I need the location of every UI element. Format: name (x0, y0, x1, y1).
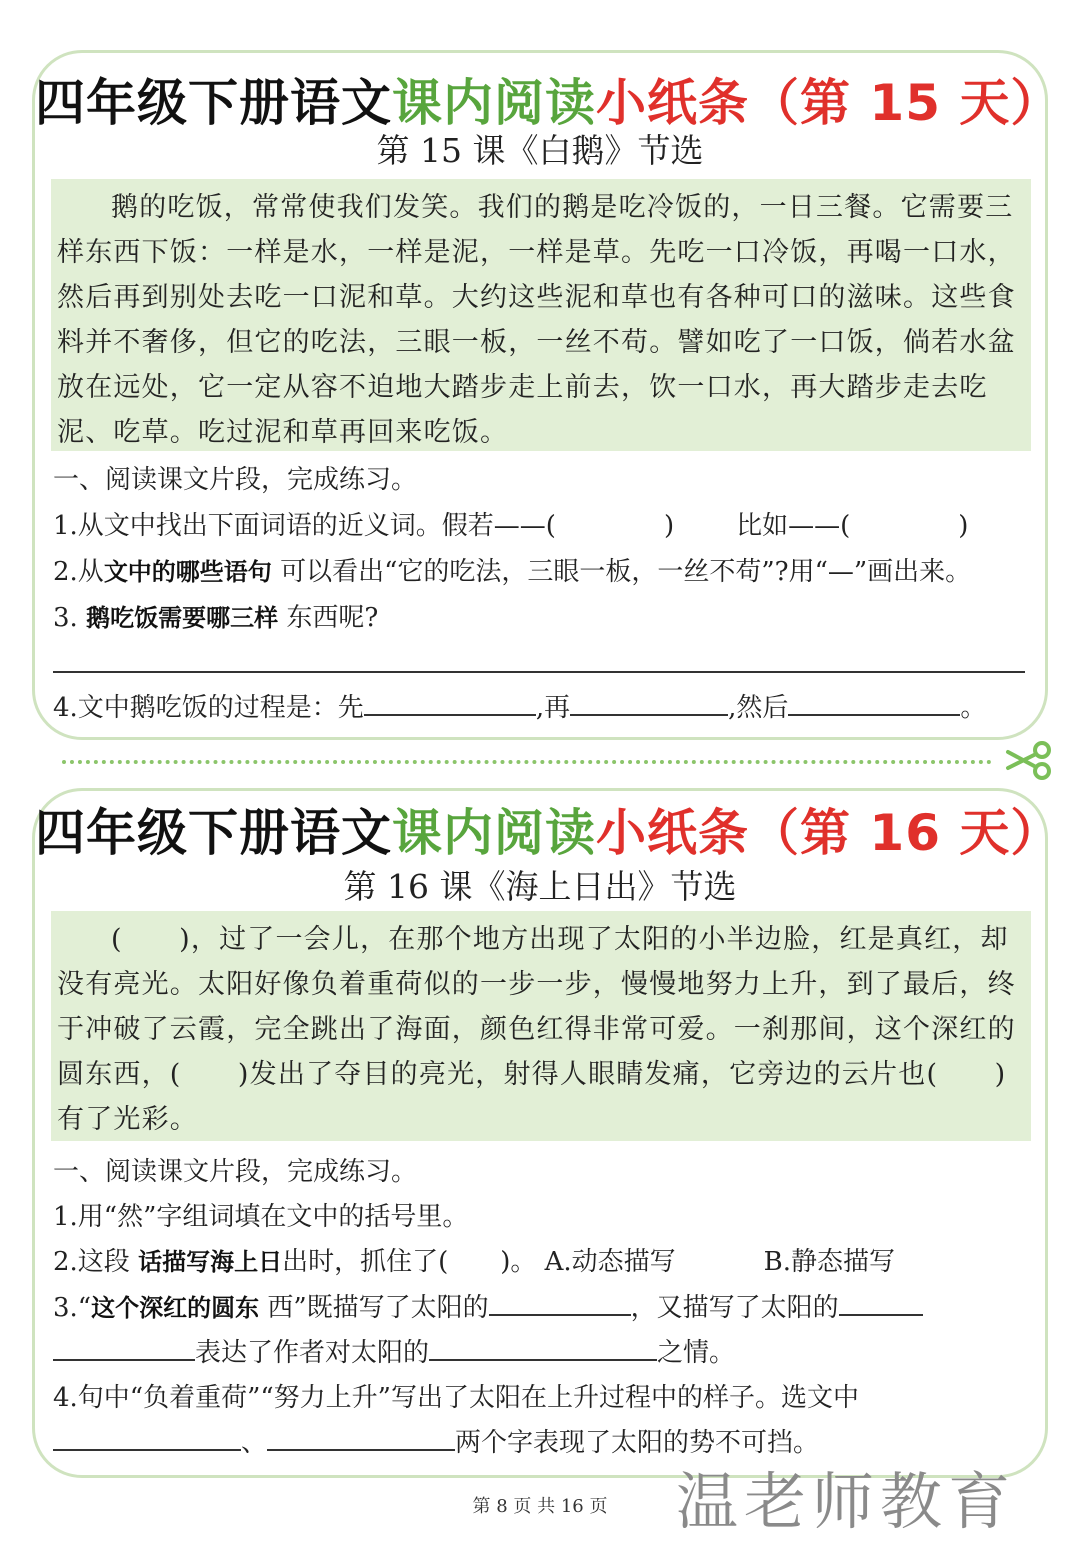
day15-q2-text-b: 可以看出“它的吃法，三眼一板，一丝不苟”?用“—”画出来。 (280, 557, 972, 587)
day15-question-1 (53, 505, 1033, 542)
day15-q4-blank-1[interactable] (364, 688, 536, 716)
day15-question-2 (53, 551, 1033, 588)
day15-card (32, 50, 1062, 740)
day16-q3-text-a: 3.“ (53, 1293, 92, 1323)
day15-section-heading: 一、阅读课文片段，完成练习。 (53, 465, 418, 495)
day16-q4-blank-2[interactable] (267, 1423, 455, 1451)
day16-question-1: 1.用“然”字组词填在文中的括号里。 (53, 1202, 469, 1232)
day16-question-4-line1: 4.句中“负着重荷”“努力上升”写出了太阳在上升过程中的样子。选文中 (53, 1383, 859, 1413)
day16-passage: ( )，过了一会儿，在那个地方出现了太阳的小半边脸，红是真红，却没有亮光。太阳好像负着重荷似的一步一步，慢慢地努力上升，到了最后，终于冲破了云霞，完全跳出了海面，颜色红得非常可爱。一刹那间，这个深红的圆东西，( )发出了夺目的亮光，射得人眼睛发痛，它旁边的云片也( )有了光彩。 (51, 911, 1031, 1141)
day15-q4-blank-3[interactable] (788, 688, 960, 716)
day15-question-4 (53, 687, 1033, 724)
day16-question-3-line1 (53, 1287, 1033, 1324)
day16-q3-blank-4[interactable] (429, 1333, 657, 1361)
day16-q2-text-b: 出时，抓住了( )。 A.动态描写 (282, 1247, 676, 1277)
day16-q3-blank-1[interactable] (489, 1288, 631, 1316)
day16-section-heading: 一、阅读课文片段，完成练习。 (53, 1157, 418, 1187)
day15-q4-text-b: ,再 (535, 693, 571, 723)
day16-q2-text-c: B.静态描写 (763, 1247, 896, 1277)
day15-q2-bold: 文中的哪些语句 (103, 558, 272, 586)
day15-subtitle: 第 15 课《白鹅》节选 (376, 131, 704, 170)
day16-q3-text-c: ，又描写了太阳的 (630, 1293, 839, 1323)
day16-q2-bold: 话描写海上日 (138, 1248, 283, 1276)
day16-q3-bold: 这个深红的圆东 (91, 1294, 260, 1322)
day15-q3-text-a: 3. (53, 603, 78, 633)
day15-q1-text-c: 比如——( (736, 511, 851, 541)
scissors-icon (1002, 738, 1058, 782)
day15-passage: 鹅的吃饭，常常使我们发笑。我们的鹅是吃冷饭的，一日三餐。它需要三样东西下饭：一样是水，一样是泥，一样是草。先吃一口冷饭，再喝一口水，然后再到别处去吃一口泥和草。大约这些泥和草也有各种可口的滋味。这些食料并不奢侈，但它的吃法，三眼一板，一丝不苟。譬如吃了一口饭，倘若水盆放在远处，它一定从容不迫地大踏步走上前去，饮一口水，再大踏步走去吃泥、吃草。吃过泥和草再回来吃饭。 (51, 179, 1031, 451)
day15-title-red: 小纸条 (596, 74, 749, 132)
day16-q2-text-a: 2.这段 (53, 1247, 130, 1277)
day16-title-day: （第 16 天） (749, 804, 1062, 862)
day16-question-3-line2 (53, 1332, 1033, 1369)
day15-q4-text-d: 。 (960, 693, 987, 723)
day16-q3-blank-2[interactable] (839, 1288, 923, 1316)
day15-title-black: 四年级下册语文 (35, 74, 392, 132)
day15-q1-text-d: ) (958, 511, 969, 541)
day16-q4-text-b: 、 (241, 1428, 268, 1458)
day16-q4-text-c: 两个字表现了太阳的势不可挡。 (455, 1428, 820, 1458)
day15-q4-text-a: 4.文中鹅吃饭的过程是：先 (53, 693, 364, 723)
day16-q3-blank-3[interactable] (53, 1333, 195, 1361)
day15-q3-text-b: 东西呢? (286, 603, 379, 633)
day15-q1-text-b: ) (663, 511, 675, 541)
day16-title-red: 小纸条 (596, 804, 749, 862)
day16-q3-text-d: 表达了作者对太阳的 (195, 1338, 430, 1368)
day16-title-black: 四年级下册语文 (35, 804, 392, 862)
day15-q1-text-a: 1.从文中找出下面词语的近义词。假若——( (53, 511, 556, 541)
day15-q4-blank-2[interactable] (570, 688, 728, 716)
watermark-text: 温老师教育 (676, 1465, 1017, 1538)
day15-title-green: 课内阅读 (392, 74, 596, 132)
day16-card (32, 788, 1062, 1478)
day15-q3-answer-line[interactable] (53, 671, 1025, 673)
day16-q3-text-e: 之情。 (657, 1338, 736, 1368)
day16-title-green: 课内阅读 (392, 804, 596, 862)
day16-q3-text-b: 西”既描写了太阳的 (267, 1293, 489, 1323)
page-footer: 第 8 页 共 16 页 (472, 1496, 608, 1517)
day15-title-day: （第 15 天） (749, 74, 1062, 132)
cut-line-separator (62, 760, 992, 764)
day16-title (35, 793, 1062, 865)
day15-q4-text-c: ,然后 (728, 693, 789, 723)
day16-subtitle: 第 16 课《海上日出》节选 (343, 867, 737, 906)
day15-q3-bold: 鹅吃饭需要哪三样 (86, 604, 279, 632)
day16-q4-blank-1[interactable] (53, 1423, 241, 1451)
day16-question-2 (53, 1241, 1033, 1278)
day15-question-3 (53, 597, 1033, 634)
day15-q2-text-a: 2.从 (53, 557, 104, 587)
